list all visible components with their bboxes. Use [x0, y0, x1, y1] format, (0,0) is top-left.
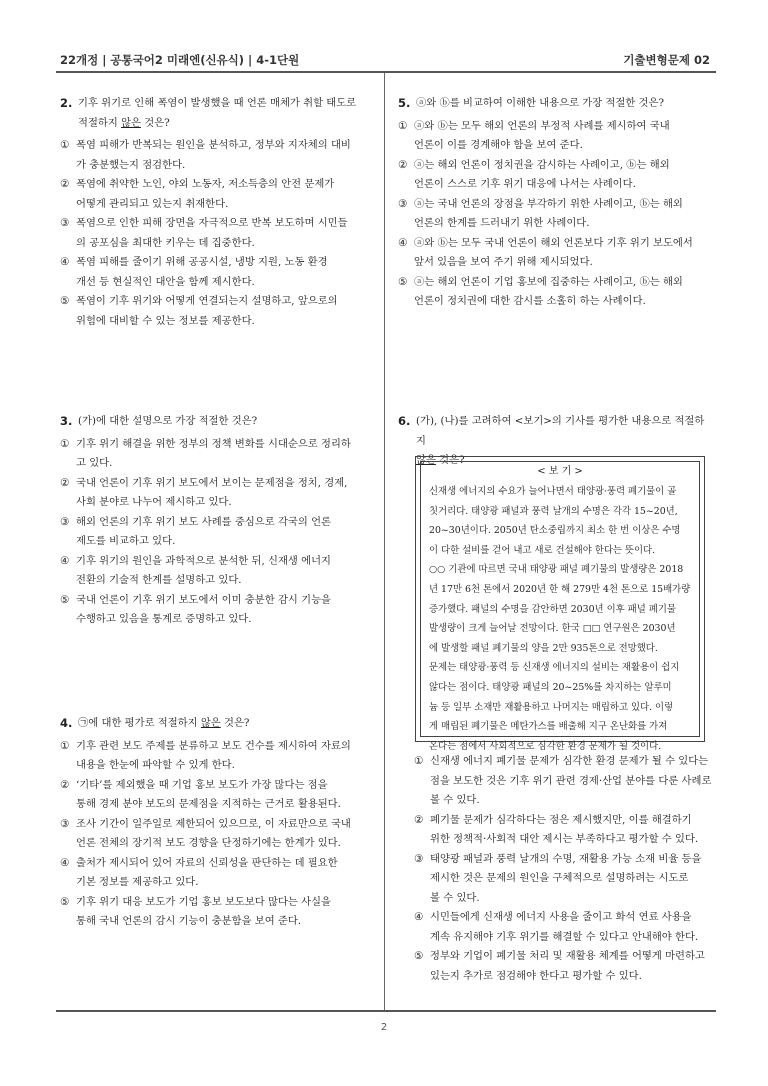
- option-line: 국내 언론이 기후 위기 보도에서 이미 충분한 감시 기능을: [76, 593, 331, 606]
- answer-option[interactable]: [60, 815, 372, 854]
- option-line: 신재생 에너지 폐기물 문제가 심각한 환경 문제가 될 수 있다는: [430, 755, 709, 767]
- option-marker: ③: [414, 852, 424, 865]
- stem-text: ㉠에 대한 평가로 적절하지: [78, 717, 201, 729]
- option-line: 기후 관련 보도 주제를 분류하고 보도 건수를 제시하여 자료의: [76, 739, 351, 752]
- option-line: 사회 분야로 나누어 제시하고 있다.: [76, 496, 232, 508]
- article-line: 문제는 태양광·풍력 등 신재생 에너지의 설비는 재활용이 쉽지: [429, 662, 680, 674]
- answer-option[interactable]: [60, 737, 372, 776]
- option-line: 어떻게 관리되고 있는지 취재한다.: [76, 197, 229, 210]
- option-line: 시민들에게 신재생 에너지 사용을 줄이고 화석 연료 사용을: [430, 911, 692, 923]
- question-number: 3.: [60, 414, 73, 428]
- article-line: 발생량이 크게 늘어날 전망이다. 한국 □□ 연구원은 2030년: [429, 623, 676, 635]
- answer-option[interactable]: [60, 214, 372, 253]
- option-line: 위험에 대비할 수 있는 정보를 제공한다.: [76, 314, 255, 327]
- answer-option[interactable]: [414, 811, 714, 850]
- stem-line: [78, 114, 372, 134]
- option-line: 통해 국내 언론의 감시 기능이 충분함을 보여 준다.: [76, 915, 302, 927]
- option-marker: ⑤: [398, 275, 408, 288]
- option-line: ‘기타’를 제외했을 때 기업 홍보 보도가 가장 많다는 점을: [76, 778, 328, 791]
- option-line: 조사 기간이 일주일로 제한되어 있으므로, 이 자료만으로 국내: [76, 817, 351, 830]
- option-marker: ④: [414, 911, 424, 923]
- question-5-stem: [398, 94, 710, 114]
- question-2: [60, 94, 372, 331]
- option-line: 수행하고 있음을 통계로 증명하고 있다.: [76, 613, 252, 625]
- option-marker: ②: [414, 813, 424, 826]
- underlined-not: 않은: [200, 717, 221, 729]
- option-line: 볼 수 있다.: [430, 891, 480, 904]
- option-line: ⓐ는 해외 언론이 기업 홍보에 집중하는 사례이고, ⓑ는 해외: [414, 275, 683, 288]
- option-marker: ①: [60, 739, 70, 752]
- article-line: 늄 등 일부 소재만 재활용하고 나머지는 매립하고 있다. 이렇: [429, 701, 674, 713]
- stem-line: 기후 위기로 인해 폭염이 발생했을 때 언론 매체가 취할 태도로: [78, 97, 357, 109]
- article-line: 않다는 점이다. 태양광 패널의 20~25%를 차지하는 알루미: [429, 681, 672, 693]
- stem-text: 것은?: [220, 717, 250, 729]
- option-line: 점을 보도한 것은 기후 위기 관련 경제·산업 분야를 다룬 사례로: [430, 774, 712, 787]
- option-marker: ①: [398, 119, 408, 132]
- option-line: 정부와 기업이 폐기물 처리 및 재활용 체계를 어떻게 마련하고: [430, 950, 705, 962]
- footer-rule: [56, 1010, 716, 1012]
- option-marker: ④: [60, 856, 70, 869]
- answer-option[interactable]: [414, 850, 714, 909]
- option-marker: ①: [60, 437, 70, 450]
- page-header-left: 22개정 | 공통국어2 미래엔(신유식) | 4-1단원: [60, 53, 300, 67]
- column-divider: [384, 73, 385, 1010]
- article-line: 20~30년이다. 2050년 탄소중립까지 최소 한 번 이상은 수명: [429, 525, 681, 537]
- option-line: 고 있다.: [76, 457, 113, 469]
- option-line: 앞서 있음을 보여 주기 위해 제시되었다.: [414, 256, 593, 268]
- option-marker: ④: [60, 554, 70, 567]
- option-line: 출처가 제시되어 있어 자료의 신뢰성을 판단하는 데 필요한: [76, 856, 338, 869]
- answer-option[interactable]: [60, 253, 372, 292]
- question-5: [398, 94, 710, 312]
- stem-text: 것은?: [435, 454, 465, 466]
- option-line: 통해 경제 분야 보도의 문제점을 지적하는 근거로 활용된다.: [76, 798, 341, 810]
- option-line: 전환의 기술적 한계를 설명하고 있다.: [76, 574, 242, 586]
- stem-text: 것은?: [140, 116, 170, 129]
- option-line: ⓐ와 ⓑ는 모두 해외 언론의 부정적 사례를 제시하여 국내: [414, 119, 670, 132]
- question-3-stem: [60, 412, 372, 432]
- article-line: 증가했다. 패널의 수명을 감안하면 2030년 이후 패널 폐기물: [429, 603, 676, 615]
- option-line: 언론이 정치권에 대한 감시를 소홀히 하는 사례이다.: [414, 295, 646, 307]
- stem-line: (가)에 대한 설명으로 가장 적절한 것은?: [78, 415, 258, 427]
- option-line: 내용을 한눈에 파악할 수 있게 한다.: [76, 759, 235, 771]
- option-marker: ③: [60, 515, 70, 528]
- answer-option[interactable]: [60, 435, 372, 474]
- article-line: 이 다한 설비를 걷어 내고 새로 건설해야 한다는 뜻이다.: [429, 544, 656, 556]
- page-header-right: 기출변형문제 02: [623, 53, 710, 67]
- question-number: 2.: [60, 96, 73, 110]
- answer-option[interactable]: [60, 513, 372, 552]
- answer-option[interactable]: [414, 908, 714, 947]
- underlined-not: 않은: [416, 454, 436, 466]
- answer-option[interactable]: [60, 776, 372, 815]
- question-2-stem: [60, 94, 372, 133]
- answer-option[interactable]: [398, 195, 710, 234]
- option-line: 폭염이 기후 위기와 어떻게 연결되는지 설명하고, 앞으로의: [76, 295, 338, 307]
- option-line: 폭염 피해를 줄이기 위해 공공시설, 냉방 지원, 노동 환경: [76, 256, 328, 268]
- option-line: 가 충분했는지 점검한다.: [76, 158, 186, 171]
- option-marker: ②: [60, 778, 70, 791]
- option-line: 제시한 것은 문제의 원인을 구체적으로 설명하려는 시도로: [430, 872, 689, 884]
- article-line: ○○ 기관에 따르면 국내 태양광 패널 폐기물의 발생량은 2018: [429, 564, 684, 576]
- bogi-box: [415, 456, 705, 752]
- stem-line: [78, 714, 372, 734]
- answer-option[interactable]: [414, 947, 714, 986]
- option-line: 볼 수 있다.: [430, 794, 480, 806]
- answer-option[interactable]: [60, 591, 372, 630]
- article-line: 온다는 점에서 사회적으로 심각한 환경 문제가 될 것이다.: [429, 740, 662, 752]
- underlined-not: 않은: [121, 116, 141, 129]
- option-line: 폐기물 문제가 심각하다는 점은 제시했지만, 이를 해결하기: [430, 813, 692, 826]
- stem-text: 적절하지: [78, 116, 122, 129]
- option-marker: ①: [60, 139, 70, 151]
- answer-option[interactable]: [60, 292, 372, 331]
- option-marker: ④: [60, 256, 70, 268]
- option-line: 기후 위기 해결을 위한 정부의 정책 변화를 시대순으로 정리하: [76, 437, 351, 450]
- answer-option[interactable]: [398, 234, 710, 273]
- option-line: 국내 언론이 기후 위기 보도에서 보이는 문제점을 정치, 경제,: [76, 476, 348, 489]
- article-line: 년 17만 6천 톤에서 2020년 한 해 279만 4천 톤으로 15배가량: [429, 583, 691, 595]
- option-line: 제도를 비교하고 있다.: [76, 535, 176, 547]
- option-line: 의 공포심을 최대한 키우는 데 집중한다.: [76, 236, 255, 249]
- answer-option[interactable]: [398, 156, 710, 195]
- option-line: 기후 위기의 원인을 과학적으로 분석한 뒤, 신재생 에너지: [76, 554, 331, 567]
- answer-option[interactable]: [60, 893, 372, 932]
- option-line: 언론의 한계를 드러내기 위한 사례이다.: [414, 217, 590, 229]
- answer-option[interactable]: [398, 117, 710, 156]
- option-line: ⓐ와 ⓑ는 모두 국내 언론이 해외 언론보다 기후 위기 보도에서: [414, 236, 693, 249]
- option-marker: ③: [398, 197, 408, 210]
- article-line: 신재생 에너지의 수요가 늘어나면서 태양광·풍력 폐기물이 골: [429, 486, 677, 497]
- option-marker: ⑤: [60, 295, 70, 307]
- option-marker: ②: [60, 476, 70, 489]
- option-line: 기본 정보를 제공하고 있다.: [76, 876, 199, 888]
- option-line: 기후 위기 대응 보도가 기업 홍보 보도보다 많다는 사실을: [76, 895, 331, 908]
- bogi-article: [420, 461, 700, 752]
- option-line: ⓐ는 국내 언론의 장점을 부각하기 위한 사례이고, ⓑ는 해외: [414, 197, 683, 210]
- answer-option[interactable]: [60, 474, 372, 513]
- stem-line: ⓐ와 ⓑ를 비교하여 이해한 내용으로 가장 적절한 것은?: [416, 97, 664, 109]
- question-4: [60, 714, 372, 932]
- page-number: 2: [380, 1022, 388, 1033]
- answer-option[interactable]: [60, 175, 372, 214]
- option-line: 폭염으로 인한 피해 장면을 자극적으로 반복 보도하며 시민들: [76, 217, 348, 229]
- question-4-stem: [60, 714, 372, 734]
- option-marker: ③: [60, 817, 70, 830]
- option-marker: ②: [398, 158, 408, 171]
- option-line: 언론 전체의 장기적 보도 경향을 단정하기에는 한계가 있다.: [76, 837, 341, 849]
- option-line: 언론이 스스로 기후 위기 대응에 나서는 사례이다.: [414, 178, 636, 190]
- option-line: 태양광 패널과 풍력 날개의 수명, 재활용 가능 소재 비율 등을: [430, 852, 702, 865]
- option-line: 계속 유지해야 기후 위기를 해결할 수 있다고 안내해야 한다.: [430, 930, 699, 943]
- option-line: 있는지 추가로 점검해야 한다고 평가할 수 있다.: [430, 969, 642, 982]
- header-rule: [56, 71, 716, 73]
- question-6-options: [414, 752, 714, 986]
- answer-option[interactable]: [60, 136, 372, 175]
- question-number: 4.: [60, 716, 73, 730]
- stem-line: (가), (나)를 고려하여 <보기>의 기사를 평가한 내용으로 적절하지: [416, 415, 705, 447]
- option-line: 언론이 이를 경계해야 함을 보여 준다.: [414, 139, 583, 151]
- question-number: 5.: [398, 96, 411, 110]
- option-line: 폭염 피해가 반복되는 원인을 분석하고, 정부와 지자체의 대비: [76, 139, 351, 151]
- article-line: 칫거리다. 태양광 패널과 풍력 날개의 수명은 각각 15~20년,: [429, 505, 678, 517]
- option-marker: ⑤: [60, 895, 70, 908]
- answer-option[interactable]: [60, 854, 372, 893]
- option-marker: ④: [398, 236, 408, 249]
- answer-option[interactable]: [60, 552, 372, 591]
- option-marker: ②: [60, 178, 70, 190]
- option-marker: ⑤: [60, 593, 70, 606]
- option-line: 위한 정책적·사회적 대안 제시는 부족하다고 평가할 수 있다.: [430, 833, 699, 845]
- option-line: 개선 등 현실적인 대안을 함께 제시한다.: [76, 275, 255, 288]
- question-3: [60, 412, 372, 630]
- option-marker: ①: [414, 755, 424, 767]
- question-number: 6.: [398, 414, 411, 428]
- option-line: 폭염에 취약한 노인, 야외 노동자, 저소득층의 안전 문제가: [76, 178, 335, 190]
- option-marker: ③: [60, 217, 70, 229]
- option-line: 해외 언론의 기후 위기 보도 사례를 중심으로 각국의 언론: [76, 515, 331, 528]
- answer-option[interactable]: [398, 273, 710, 312]
- option-line: ⓐ는 해외 언론이 정치권을 감시하는 사례이고, ⓑ는 해외: [414, 158, 670, 171]
- article-line: 게 매립된 폐기물은 메탄가스를 배출해 지구 온난화를 가져: [429, 721, 668, 733]
- article-line: 에 발생할 패널 폐기물의 양을 2만 935톤으로 전망했다.: [429, 642, 658, 654]
- option-marker: ⑤: [414, 950, 424, 962]
- bogi-title: < 보 기 >: [537, 466, 583, 477]
- answer-option[interactable]: [414, 752, 714, 811]
